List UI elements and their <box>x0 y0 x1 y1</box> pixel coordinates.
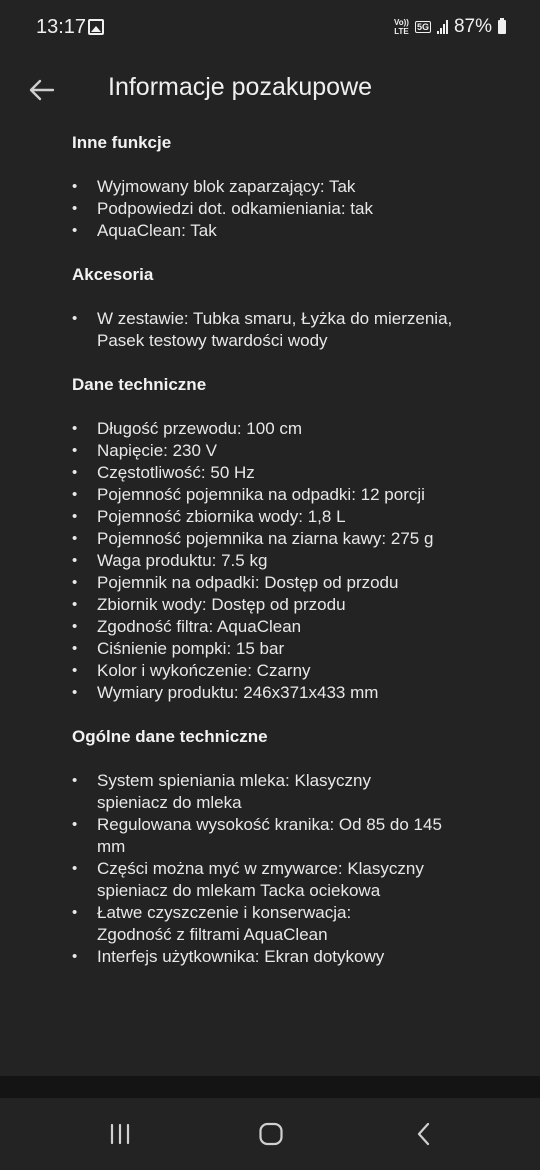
battery-percentage: 87% <box>453 16 492 37</box>
signal-strength-icon <box>437 20 448 34</box>
list-item: • System spieniania mleka: Klasyczny spieniacz do mleka <box>72 770 427 814</box>
spec-list <box>72 176 512 242</box>
section-accessories <box>72 264 512 352</box>
list-item: • Pojemność pojemnika na odpadki: 12 porcji <box>72 484 512 506</box>
network-5g-icon: 5G <box>416 22 429 32</box>
recent-apps-button[interactable] <box>98 1112 142 1156</box>
section-title: Ogólne dane techniczne <box>72 727 268 746</box>
arrow-left-icon <box>29 79 55 101</box>
list-item: • Pojemność zbiornika wody: 1,8 L <box>72 506 512 528</box>
list-item: • Interfejs użytkownika: Ekran dotykowy <box>72 946 512 968</box>
list-item: • Zbiornik wody: Dostęp od przodu <box>72 594 512 616</box>
status-bar <box>0 0 540 56</box>
list-item: • W zestawie: Tubka smaru, Łyżka do mierzenia, Pasek testowy twardości wody <box>72 308 477 352</box>
section-title: Dane techniczne <box>72 375 207 394</box>
list-item: • Podpowiedzi dot. odkamieniania: tak <box>72 198 512 220</box>
section-other-features <box>72 132 512 242</box>
back-nav-button[interactable] <box>402 1112 446 1156</box>
system-navigation-bar <box>0 1098 540 1170</box>
list-item: • AquaClean: Tak <box>72 220 512 242</box>
list-item: • Pojemność pojemnika na ziarna kawy: 275 g <box>72 528 467 550</box>
list-item: • Łatwe czyszczenie i konserwacja: Zgodność z filtrami AquaClean <box>72 902 397 946</box>
home-icon <box>258 1121 284 1147</box>
list-item: • Napięcie: 230 V <box>72 440 512 462</box>
recent-apps-icon <box>107 1123 133 1145</box>
list-item: • Długość przewodu: 100 cm <box>72 418 512 440</box>
chevron-left-icon <box>414 1121 434 1147</box>
list-item: • Wymiary produktu: 246x371x433 mm <box>72 682 512 704</box>
list-item: • Części można myć w zmywarce: Klasyczny spieniacz do mlekam Tacka ociekowa <box>72 858 467 902</box>
list-item: • Ciśnienie pompki: 15 bar <box>72 638 512 660</box>
section-general-technical-data <box>72 726 512 968</box>
page-title: Informacje pozakupowe <box>108 73 373 101</box>
back-button[interactable] <box>22 70 62 110</box>
list-item: • Waga produktu: 7.5 kg <box>72 550 512 572</box>
list-item: • Regulowana wysokość kranika: Od 85 do 145 mm <box>72 814 447 858</box>
list-item: • Kolor i wykończenie: Czarny <box>72 660 512 682</box>
list-item: • Pojemnik na odpadki: Dostęp od przodu <box>72 572 512 594</box>
section-technical-data <box>72 374 512 704</box>
section-title: Inne funkcje <box>72 133 172 152</box>
home-button[interactable] <box>249 1112 293 1156</box>
status-indicators <box>394 16 506 38</box>
product-specs-content <box>72 128 512 990</box>
spec-list <box>72 418 512 704</box>
volte-icon: Vo)) LTE <box>393 18 409 36</box>
bottom-divider <box>0 1076 540 1098</box>
section-title: Akcesoria <box>72 265 154 284</box>
gallery-notification-icon <box>88 19 104 35</box>
app-bar <box>0 56 540 128</box>
battery-icon <box>498 20 506 34</box>
list-item: • Częstotliwość: 50 Hz <box>72 462 512 484</box>
spec-list <box>72 308 512 352</box>
status-time: 13:17 <box>36 16 87 38</box>
spec-list <box>72 770 512 968</box>
list-item: • Zgodność filtra: AquaClean <box>72 616 512 638</box>
list-item: • Wyjmowany blok zaparzający: Tak <box>72 176 512 198</box>
